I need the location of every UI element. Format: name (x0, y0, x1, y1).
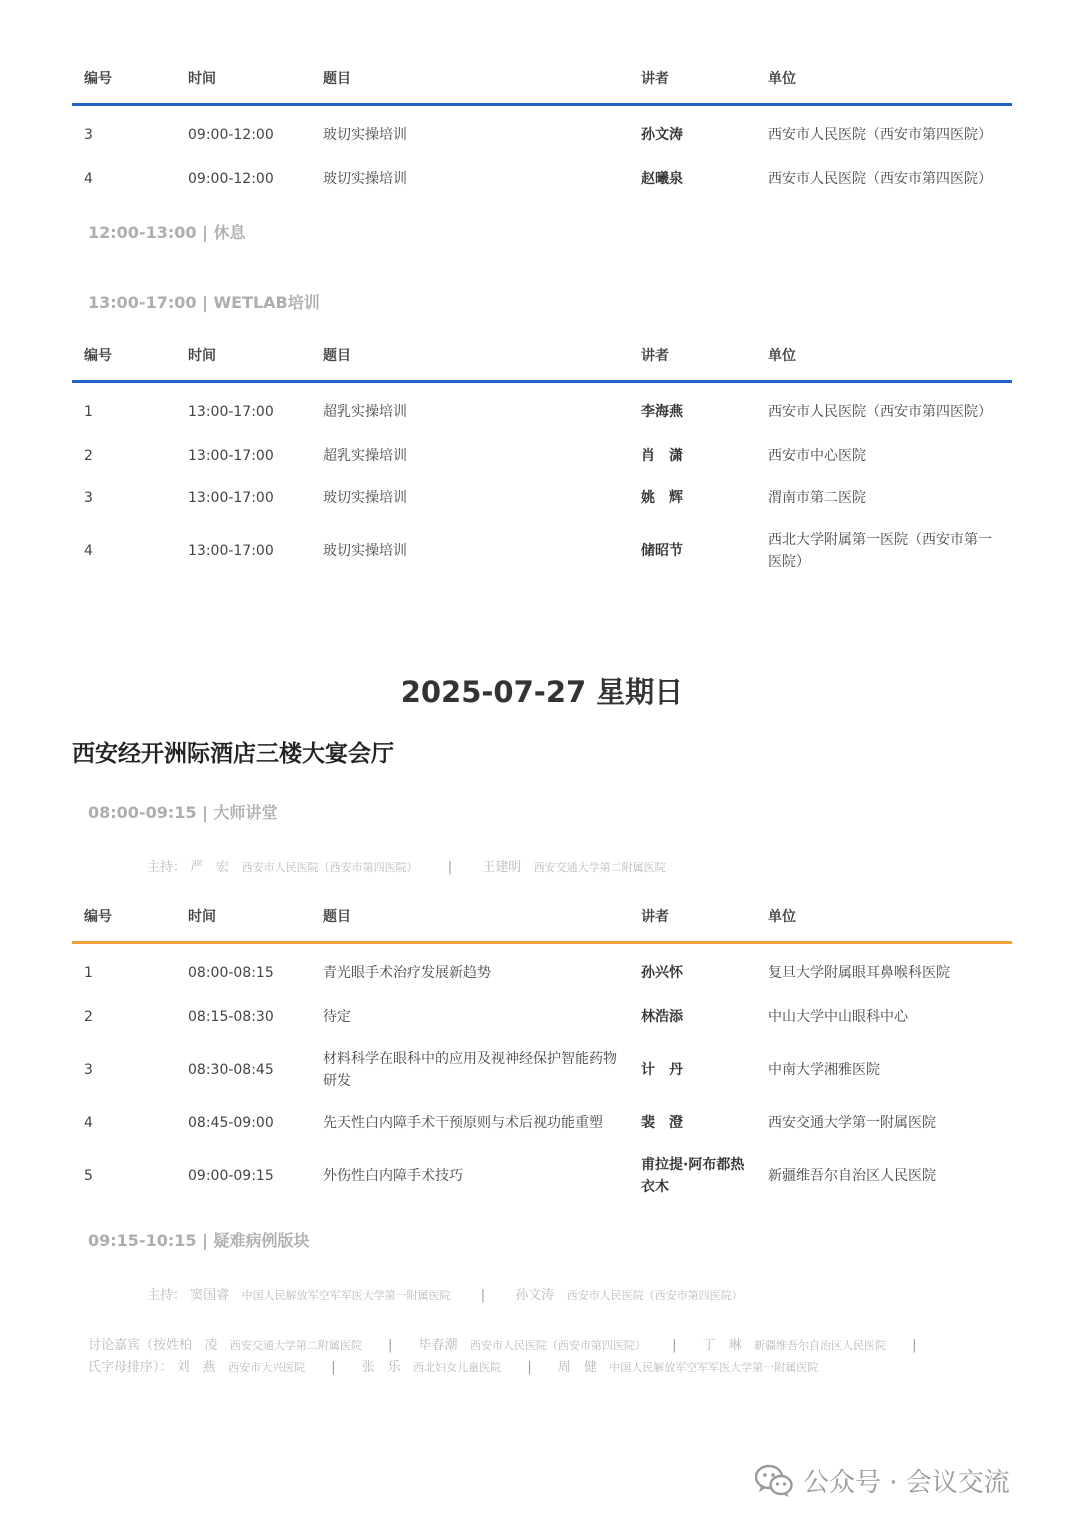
cell-time: 08:15-08:30 (188, 1009, 274, 1025)
cell-speaker: 计 丹 (641, 1062, 683, 1078)
master-hosts-line (147, 856, 666, 875)
cell-no: 1 (84, 404, 93, 420)
header-unit: 单位 (768, 909, 796, 925)
case-hosts-line (147, 1284, 743, 1303)
cell-time: 08:45-09:00 (188, 1115, 274, 1131)
cell-time: 08:30-08:45 (188, 1062, 274, 1078)
cell-unit: 西安市人民医院（西安市第四医院） (768, 127, 992, 143)
cell-unit: 中南大学湘雅医院 (768, 1062, 880, 1078)
cell-unit: 西安市中心医院 (768, 448, 866, 464)
session-title-cases: 09:15-10:15 | 疑难病例版块 (88, 1231, 310, 1250)
cell-topic: 外伤性白内障手术技巧 (323, 1168, 463, 1184)
cell-time: 09:00-09:15 (188, 1168, 274, 1184)
cell-no: 4 (84, 1115, 93, 1131)
cell-speaker: 孙兴怀 (641, 965, 683, 981)
table-row (72, 1144, 1012, 1208)
header-topic: 题目 (323, 348, 351, 364)
cell-no: 3 (84, 1062, 93, 1078)
guest-name: 张 乐 (361, 1360, 401, 1375)
cell-speaker: 李海燕 (641, 404, 683, 420)
header-unit: 单位 (768, 71, 796, 87)
cell-no: 3 (84, 490, 93, 506)
host-label: 主持： (147, 1288, 187, 1303)
cell-topic: 玻切实操培训 (323, 490, 407, 506)
header-time: 时间 (188, 71, 216, 87)
cell-topic: 超乳实操培训 (323, 448, 407, 464)
host-name: 窦国睿 (190, 1288, 230, 1303)
guest-name: 凌 (204, 1338, 218, 1353)
host-unit: 西安市人民医院（西安市第四医院） (241, 861, 418, 874)
guest-name: 丁 琳 (702, 1338, 742, 1353)
session-title-break: 12:00-13:00 | 休息 (88, 223, 246, 242)
table-row (72, 158, 1012, 200)
cell-topic: 材料科学在眼科中的应用及视神经保护智能药物研发 (323, 1051, 617, 1089)
guest-unit: 西安交通大学第二附属医院 (229, 1339, 362, 1352)
cell-no: 2 (84, 448, 93, 464)
host-name: 王建明 (482, 860, 522, 875)
cell-unit: 西安交通大学第一附属医院 (768, 1115, 936, 1131)
cell-topic: 青光眼手术治疗发展新趋势 (323, 965, 491, 981)
cell-time: 09:00-12:00 (188, 171, 274, 187)
header-speaker: 讲者 (641, 71, 669, 87)
cell-speaker: 肖 潇 (641, 448, 683, 464)
cell-unit: 新疆维吾尔自治区人民医院 (768, 1168, 936, 1184)
table-row (72, 435, 1012, 477)
table-row (72, 996, 1012, 1038)
session-title-wetlab: 13:00-17:00 | WETLAB培训 (88, 293, 320, 312)
guest-line-1 (88, 1335, 988, 1357)
cell-no: 3 (84, 127, 93, 143)
cell-unit: 中山大学中山眼科中心 (768, 1009, 908, 1025)
cell-speaker: 储昭节 (641, 543, 683, 559)
table-row (72, 382, 1012, 436)
guest-unit: 西安市人民医院（西安市第四医院） (469, 1339, 646, 1352)
cell-topic: 玻切实操培训 (323, 127, 407, 143)
guest-name: 周 健 (557, 1360, 597, 1375)
header-time: 时间 (188, 348, 216, 364)
cell-topic: 玻切实操培训 (323, 543, 407, 559)
cell-speaker: 姚 辉 (641, 490, 683, 506)
table-row (72, 1038, 1012, 1102)
table-row (72, 105, 1012, 159)
cell-time: 08:00-08:15 (188, 965, 274, 981)
header-no: 编号 (84, 909, 112, 925)
cell-speaker: 甫拉提·阿布都热衣木 (641, 1157, 745, 1195)
cell-time: 13:00-17:00 (188, 490, 274, 506)
cell-topic: 玻切实操培训 (323, 171, 407, 187)
wechat-icon (755, 1464, 793, 1498)
separator: | (387, 1338, 393, 1353)
separator: | (480, 1288, 486, 1303)
separator: | (331, 1360, 336, 1375)
table-header-row (72, 53, 1012, 105)
discussion-guests (88, 1335, 988, 1379)
schedule-table-master-lecture (72, 891, 1012, 1208)
schedule-table-morning-wetlab (72, 53, 1012, 200)
host-unit: 西安市人民医院（西安市第四医院） (566, 1289, 743, 1302)
guest-line-2 (88, 1357, 988, 1379)
host-name: 严 宏 (190, 860, 230, 875)
host-unit: 中国人民解放军空军军医大学第一附属医院 (241, 1289, 451, 1302)
cell-time: 13:00-17:00 (188, 543, 274, 559)
guest-name: 刘 燕 (176, 1360, 216, 1375)
guest-unit: 中国人民解放军空军军医大学第一附属医院 (609, 1361, 819, 1374)
cell-topic: 先天性白内障手术干预原则与术后视功能重塑 (323, 1115, 603, 1131)
header-no: 编号 (84, 348, 112, 364)
guest-name: 毕春潮 (418, 1338, 458, 1353)
cell-speaker: 裴 澄 (641, 1115, 683, 1131)
cell-unit: 渭南市第二医院 (768, 490, 866, 506)
venue-title: 西安经开洲际酒店三楼大宴会厅 (72, 741, 394, 767)
cell-no: 4 (84, 543, 93, 559)
guest-label: 讨论嘉宾（按姓柏 (88, 1338, 193, 1353)
cell-unit: 西安市人民医院（西安市第四医院） (768, 404, 992, 420)
cell-no: 2 (84, 1009, 93, 1025)
host-unit: 西安交通大学第二附属医院 (533, 861, 666, 874)
header-speaker: 讲者 (641, 909, 669, 925)
header-time: 时间 (188, 909, 216, 925)
guest-label: 氏字母排序）： (88, 1360, 173, 1375)
table-row (72, 519, 1012, 583)
wechat-watermark (755, 1462, 1010, 1499)
separator: | (912, 1338, 917, 1353)
cell-time: 09:00-12:00 (188, 127, 274, 143)
header-topic: 题目 (323, 71, 351, 87)
guest-unit: 西北妇女儿童医院 (413, 1361, 502, 1374)
table-row (72, 943, 1012, 997)
cell-no: 5 (84, 1168, 93, 1184)
separator: | (672, 1338, 677, 1353)
guest-unit: 新疆维吾尔自治区人民医院 (754, 1339, 887, 1352)
cell-topic: 超乳实操培训 (323, 404, 407, 420)
cell-time: 13:00-17:00 (188, 448, 274, 464)
separator: | (527, 1360, 532, 1375)
watermark-text: 公众号 · 会议交流 (803, 1468, 1010, 1498)
header-topic: 题目 (323, 909, 351, 925)
table-header-row (72, 330, 1012, 382)
cell-unit: 西安市人民医院（西安市第四医院） (768, 171, 992, 187)
cell-time: 13:00-17:00 (188, 404, 274, 420)
guest-unit: 西安市大兴医院 (228, 1361, 306, 1374)
header-unit: 单位 (768, 348, 796, 364)
table-row (72, 1102, 1012, 1144)
cell-unit: 西北大学附属第一医院（西安市第一医院） (768, 532, 992, 570)
schedule-table-afternoon-wetlab (72, 330, 1012, 583)
table-row (72, 477, 1012, 519)
cell-no: 1 (84, 965, 93, 981)
header-speaker: 讲者 (641, 348, 669, 364)
host-name: 孙文涛 (515, 1288, 555, 1303)
cell-speaker: 林浩添 (641, 1009, 683, 1025)
session-title-master: 08:00-09:15 | 大师讲堂 (88, 803, 278, 822)
header-no: 编号 (84, 71, 112, 87)
cell-speaker: 赵曦泉 (641, 171, 683, 187)
separator: | (447, 860, 453, 875)
cell-unit: 复旦大学附属眼耳鼻喉科医院 (768, 965, 950, 981)
table-header-row (72, 891, 1012, 943)
cell-topic: 待定 (323, 1009, 351, 1025)
cell-no: 4 (84, 171, 93, 187)
cell-speaker: 孙文涛 (641, 127, 683, 143)
date-heading: 2025-07-27 星期日 (400, 675, 684, 709)
host-label: 主持： (147, 860, 187, 875)
